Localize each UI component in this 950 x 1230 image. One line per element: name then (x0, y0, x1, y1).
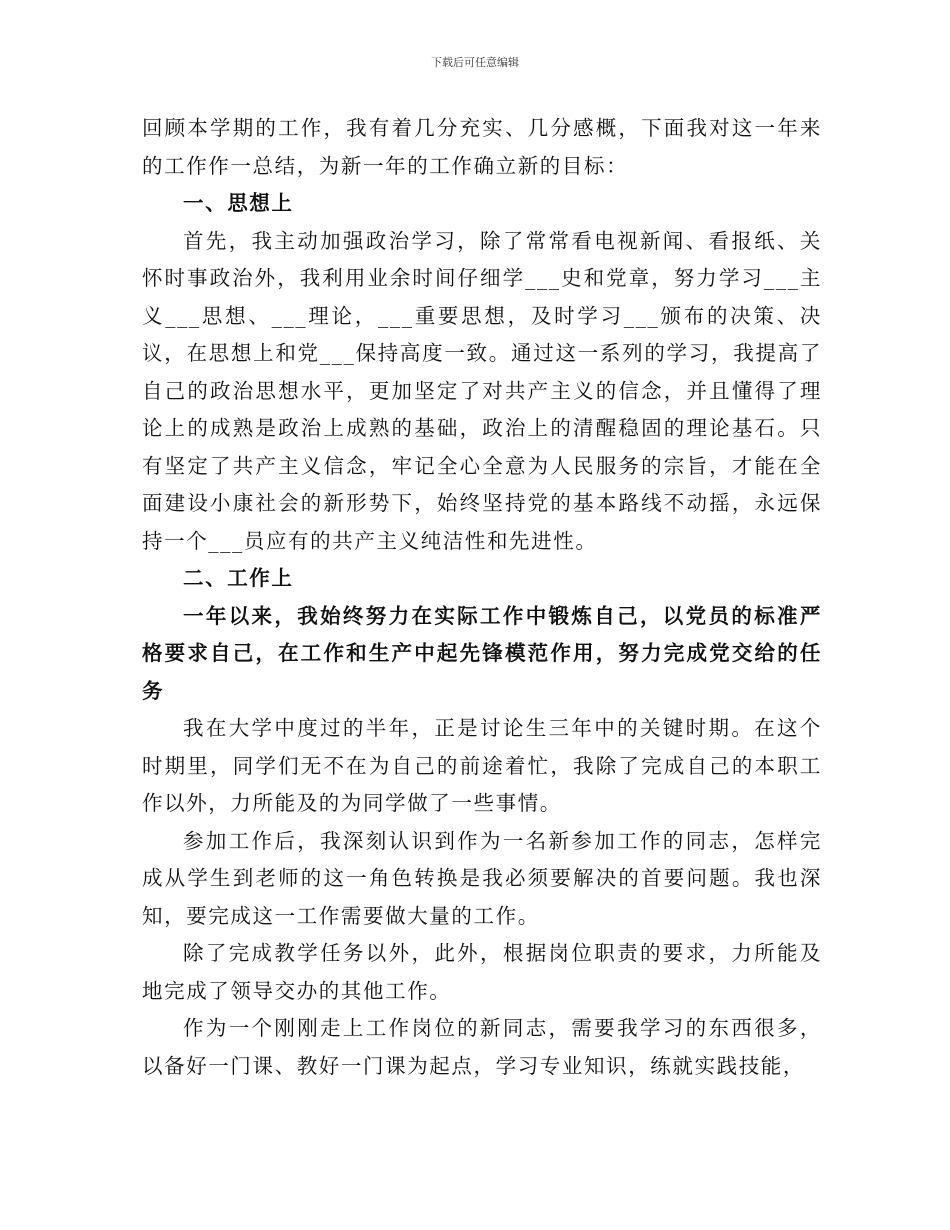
work-summary-bold-paragraph: 一年以来，我始终努力在实际工作中锻炼自己，以党员的标准严格要求自己，在工作和生产中起先锋模范作用，努力完成党交给的任务 (142, 603, 822, 703)
thought-paragraph: 首先，我主动加强政治学习，除了常常看电视新闻、看报纸、关怀时事政治外，我利用业余时间仔细学___史和党章，努力学习___主义___思想、___理论，___重要思想，及时学习___颁布的决策、决议，在思想上和党___保持高度一致。通过这一系列的学习，我提高了自己的政治思想水平，更加坚定了对共产主义的信念，并且懂得了理论上的成熟是政治上成熟的基础，政治上的清醒稳固的理论基石。只有坚定了共产主义信念，牢记全心全意为人民服务的宗旨，才能在全面建设小康社会的新形势下，始终坚持党的基本路线不动摇，永远保持一个___员应有的共产主义纯洁性和先进性。 (142, 228, 822, 553)
document-body (142, 110, 822, 1085)
new-job-paragraph: 参加工作后，我深刻认识到作为一名新参加工作的同志，怎样完成从学生到老师的这一角色转换是我必须要解决的首要问题。我也深知，要完成这一工作需要做大量的工作。 (142, 828, 822, 928)
section-heading-thought: 一、思想上 (183, 191, 294, 215)
intro-paragraph: 回顾本学期的工作，我有着几分充实、几分感概，下面我对这一年来的工作作一总结，为新一年的工作确立新的目标： (142, 116, 822, 178)
university-paragraph: 我在大学中度过的半年，正是讨论生三年中的关键时期。在这个时期里，同学们无不在为自己的前途着忙，我除了完成自己的本职工作以外，力所能及的为同学做了一些事情。 (142, 716, 822, 815)
section-heading-work: 二、工作上 (183, 566, 294, 590)
page-header: 下载后可任意编辑 (431, 56, 519, 69)
learning-paragraph: 作为一个刚刚走上工作岗位的新同志，需要我学习的东西很多，以备好一门课、教好一门课为起点，学习专业知识，练就实践技能， (142, 1016, 822, 1078)
other-tasks-paragraph: 除了完成教学任务以外，此外，根据岗位职责的要求，力所能及地完成了领导交办的其他工作。 (142, 941, 822, 1003)
